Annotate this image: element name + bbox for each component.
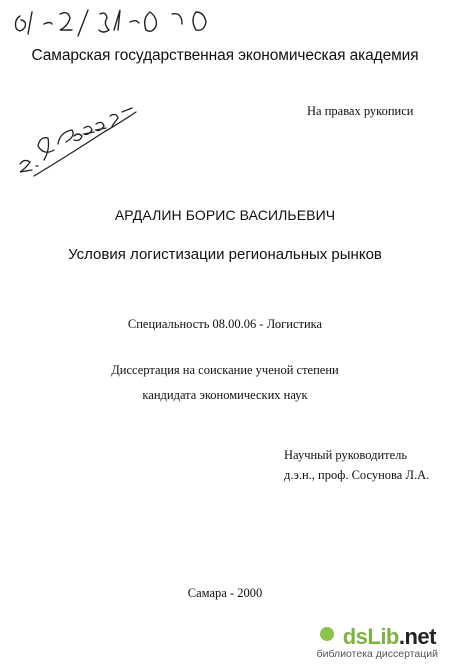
- institution-name: Самарская государственная экономическая академия: [31, 47, 419, 64]
- handwritten-catalog-number: [0, 0, 240, 44]
- supervisor-name: д.э.н., проф. Сосунова Л.А.: [284, 468, 430, 482]
- rights-note: На правах рукописи: [307, 104, 414, 118]
- author-name: АРДАЛИН БОРИС ВАСИЛЬЕВИЧ: [114, 207, 336, 223]
- dslib-logo-icon: [320, 627, 334, 641]
- specialty-line: Специальность 08.00.06 - Логистика: [127, 317, 323, 331]
- supervisor-label: Научный руководитель: [284, 448, 408, 462]
- dissertation-title: Условия логистизации региональных рынков: [68, 246, 382, 263]
- dslib-subtitle: библиотека диссертаций: [316, 648, 438, 660]
- handwritten-date-signature: [14, 100, 144, 180]
- place-and-year: Самара - 2000: [187, 586, 263, 600]
- dslib-watermark[interactable]: [316, 622, 442, 662]
- dslib-logo: dsLib.net: [342, 624, 436, 649]
- degree-line-1: Диссертация на соискание ученой степени: [111, 363, 339, 377]
- degree-line-2: кандидата экономических наук: [142, 388, 308, 402]
